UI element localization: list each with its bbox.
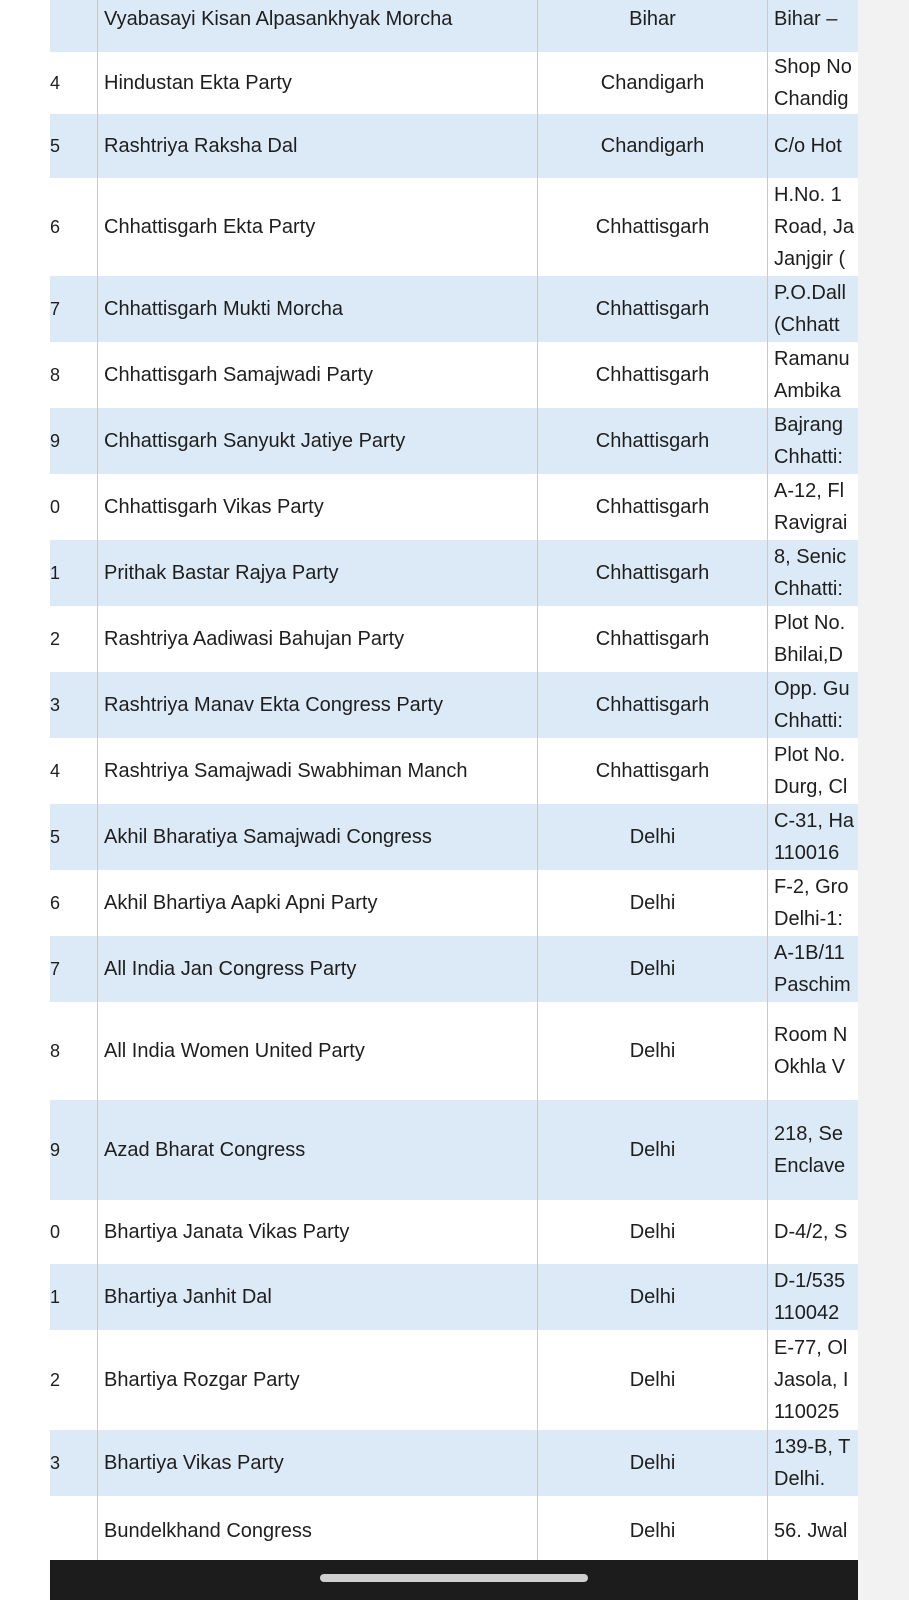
- address-line: D-1/535: [774, 1270, 846, 1292]
- address-line: Delhi.: [774, 1468, 826, 1490]
- party-state: Bihar: [538, 0, 768, 52]
- row-number: 5: [50, 827, 61, 847]
- row-number-cell: [50, 408, 98, 474]
- row-number-cell: [50, 870, 98, 936]
- row-number: 7: [50, 299, 61, 319]
- row-number-cell: [50, 276, 98, 342]
- party-state: Chhattisgarh: [538, 408, 768, 474]
- party-address: [768, 408, 858, 474]
- party-address: [768, 1200, 858, 1264]
- party-state: Chhattisgarh: [538, 672, 768, 738]
- table-row: [50, 474, 858, 541]
- party-name: Chhattisgarh Mukti Morcha: [98, 276, 538, 342]
- party-state: Delhi: [538, 1430, 768, 1496]
- table-row: [50, 1330, 858, 1431]
- party-address: [768, 1100, 858, 1200]
- party-state: Delhi: [538, 804, 768, 870]
- party-name: Akhil Bhartiya Aapki Apni Party: [98, 870, 538, 936]
- row-number-cell: [50, 52, 98, 114]
- table-row: [50, 804, 858, 871]
- party-state: Chhattisgarh: [538, 178, 768, 276]
- address-line: C-31, Ha: [774, 810, 855, 832]
- address-line: Opp. Gu: [774, 678, 850, 700]
- party-address: [768, 1264, 858, 1330]
- row-number-cell: [50, 1264, 98, 1330]
- address-line: Durg, Cl: [774, 776, 848, 798]
- party-state: Chandigarh: [538, 114, 768, 178]
- party-address: [768, 738, 858, 804]
- address-line: 218, Se: [774, 1123, 843, 1145]
- row-number: 7: [50, 959, 61, 979]
- party-name: Bhartiya Janhit Dal: [98, 1264, 538, 1330]
- party-address: [768, 178, 858, 276]
- table-row: [50, 52, 858, 115]
- address-line: E-77, Ol: [774, 1337, 848, 1359]
- address-line: 110016: [774, 842, 840, 864]
- address-line: Bihar –: [774, 8, 838, 30]
- address-line: P.O.Dall: [774, 282, 846, 304]
- address-line: Paschim: [774, 974, 851, 996]
- address-line: Chhatti:: [774, 578, 843, 600]
- row-number: 5: [50, 136, 61, 156]
- table-row: [50, 1264, 858, 1331]
- party-state: Delhi: [538, 936, 768, 1002]
- row-number-cell: [50, 114, 98, 178]
- address-line: Okhla V: [774, 1056, 846, 1078]
- table-row: [50, 342, 858, 409]
- address-line: Delhi-1:: [774, 908, 843, 930]
- party-state: Chhattisgarh: [538, 606, 768, 672]
- row-number-cell: [50, 738, 98, 804]
- address-line: Ravigrai: [774, 512, 848, 534]
- address-line: Shop No: [774, 56, 852, 78]
- address-line: Chandig: [774, 88, 849, 110]
- party-name: Rashtriya Samajwadi Swabhiman Manch: [98, 738, 538, 804]
- table-row: [50, 672, 858, 739]
- party-address: [768, 342, 858, 408]
- row-number: 0: [50, 1222, 61, 1242]
- party-address: [768, 1496, 858, 1560]
- party-address: [768, 52, 858, 114]
- address-line: Plot No.: [774, 612, 846, 634]
- party-address: [768, 1430, 858, 1496]
- address-line: D-4/2, S: [774, 1221, 848, 1243]
- party-name: Chhattisgarh Ekta Party: [98, 178, 538, 276]
- address-line: Enclave: [774, 1155, 846, 1177]
- row-number-cell: [50, 540, 98, 606]
- address-line: Chhatti:: [774, 710, 843, 732]
- address-line: A-12, Fl: [774, 480, 845, 502]
- table-row: [50, 276, 858, 343]
- address-line: Ramanu: [774, 348, 850, 370]
- row-number-cell: [50, 1330, 98, 1430]
- party-state: Chhattisgarh: [538, 738, 768, 804]
- home-indicator[interactable]: [320, 1574, 588, 1582]
- address-line: Road, Ja: [774, 216, 855, 238]
- party-name: Bhartiya Rozgar Party: [98, 1330, 538, 1430]
- row-number: 1: [50, 1287, 61, 1307]
- row-number-cell: [50, 1496, 98, 1560]
- party-address: [768, 672, 858, 738]
- party-name: Hindustan Ekta Party: [98, 52, 538, 114]
- row-number-cell: [50, 178, 98, 276]
- row-number: 8: [50, 365, 61, 385]
- row-number: 2: [50, 1370, 61, 1390]
- party-state: Delhi: [538, 1496, 768, 1560]
- left-margin: [0, 0, 50, 1600]
- table-row: [50, 1430, 858, 1497]
- table-row: [50, 178, 858, 277]
- address-line: Bhilai,D: [774, 644, 843, 666]
- row-number: 8: [50, 1041, 61, 1061]
- party-address: [768, 804, 858, 870]
- row-number: 3: [50, 1453, 61, 1473]
- party-state: Delhi: [538, 1002, 768, 1100]
- party-name: Chhattisgarh Vikas Party: [98, 474, 538, 540]
- row-number-cell: [50, 1002, 98, 1100]
- party-state: Chandigarh: [538, 52, 768, 114]
- table-row: [50, 1200, 858, 1265]
- address-line: Room N: [774, 1024, 848, 1046]
- row-number-cell: [50, 936, 98, 1002]
- party-state: Delhi: [538, 1330, 768, 1430]
- address-line: Janjgir (: [774, 248, 846, 270]
- party-address: [768, 606, 858, 672]
- table-row: [50, 1002, 858, 1101]
- table-row: [50, 0, 858, 53]
- table-row: [50, 114, 858, 179]
- row-number-cell: [50, 1100, 98, 1200]
- party-address: [768, 1330, 858, 1430]
- row-number: 2: [50, 629, 61, 649]
- address-line: H.No. 1: [774, 184, 842, 206]
- row-number-cell: [50, 1430, 98, 1496]
- address-line: Bajrang: [774, 414, 843, 436]
- address-line: Plot No.: [774, 744, 846, 766]
- table-row: [50, 540, 858, 607]
- party-name: Akhil Bharatiya Samajwadi Congress: [98, 804, 538, 870]
- party-name: Vyabasayi Kisan Alpasankhyak Morcha: [98, 0, 538, 52]
- row-number: 1: [50, 563, 61, 583]
- table-row: [50, 936, 858, 1003]
- party-name: Chhattisgarh Sanyukt Jatiye Party: [98, 408, 538, 474]
- party-name: Chhattisgarh Samajwadi Party: [98, 342, 538, 408]
- table-row: [50, 606, 858, 673]
- table-row: [50, 870, 858, 937]
- address-line: 8, Senic: [774, 546, 847, 568]
- address-line: 139-B, T: [774, 1436, 851, 1458]
- party-state: Chhattisgarh: [538, 342, 768, 408]
- table-row: [50, 1496, 858, 1560]
- table-row: [50, 738, 858, 805]
- party-state: Chhattisgarh: [538, 276, 768, 342]
- party-address: [768, 936, 858, 1002]
- party-state: Delhi: [538, 1200, 768, 1264]
- address-line: Jasola, I: [774, 1369, 849, 1391]
- row-number-cell: [50, 474, 98, 540]
- row-number: 4: [50, 761, 61, 781]
- party-name: All India Jan Congress Party: [98, 936, 538, 1002]
- row-number-cell: [50, 1200, 98, 1264]
- address-line: Chhatti:: [774, 446, 843, 468]
- right-margin: [858, 0, 909, 1600]
- party-address: [768, 870, 858, 936]
- row-number-cell: [50, 342, 98, 408]
- party-address: [768, 276, 858, 342]
- party-table[interactable]: [50, 0, 858, 1560]
- table-row: [50, 408, 858, 475]
- row-number-cell: [50, 804, 98, 870]
- address-line: A-1B/11: [774, 942, 845, 964]
- party-name: Rashtriya Raksha Dal: [98, 114, 538, 178]
- row-number-cell: [50, 0, 98, 52]
- party-address: [768, 474, 858, 540]
- row-number: 9: [50, 1140, 61, 1160]
- address-line: 110042: [774, 1302, 840, 1324]
- party-address: [768, 1002, 858, 1100]
- row-number: 4: [50, 73, 61, 93]
- party-state: Delhi: [538, 1100, 768, 1200]
- table-row: [50, 1100, 858, 1201]
- row-number-cell: [50, 606, 98, 672]
- party-name: Prithak Bastar Rajya Party: [98, 540, 538, 606]
- party-name: Rashtriya Manav Ekta Congress Party: [98, 672, 538, 738]
- party-address: [768, 540, 858, 606]
- party-name: Rashtriya Aadiwasi Bahujan Party: [98, 606, 538, 672]
- row-number: 6: [50, 217, 61, 237]
- party-name: Bundelkhand Congress: [98, 1496, 538, 1560]
- row-number: 6: [50, 893, 61, 913]
- address-line: 110025: [774, 1401, 840, 1423]
- party-name: All India Women United Party: [98, 1002, 538, 1100]
- row-number: 0: [50, 497, 61, 517]
- party-address: [768, 114, 858, 178]
- address-line: 56. Jwal: [774, 1520, 848, 1542]
- address-line: C/o Hot: [774, 135, 842, 157]
- party-name: Bhartiya Janata Vikas Party: [98, 1200, 538, 1264]
- party-state: Chhattisgarh: [538, 474, 768, 540]
- row-number: 3: [50, 695, 61, 715]
- row-number: 9: [50, 431, 61, 451]
- party-state: Delhi: [538, 1264, 768, 1330]
- party-state: Chhattisgarh: [538, 540, 768, 606]
- address-line: F-2, Gro: [774, 876, 849, 898]
- party-state: Delhi: [538, 870, 768, 936]
- row-number-cell: [50, 672, 98, 738]
- address-line: Ambika: [774, 380, 841, 402]
- party-address: [768, 0, 858, 52]
- address-line: (Chhatt: [774, 314, 840, 336]
- party-name: Bhartiya Vikas Party: [98, 1430, 538, 1496]
- party-name: Azad Bharat Congress: [98, 1100, 538, 1200]
